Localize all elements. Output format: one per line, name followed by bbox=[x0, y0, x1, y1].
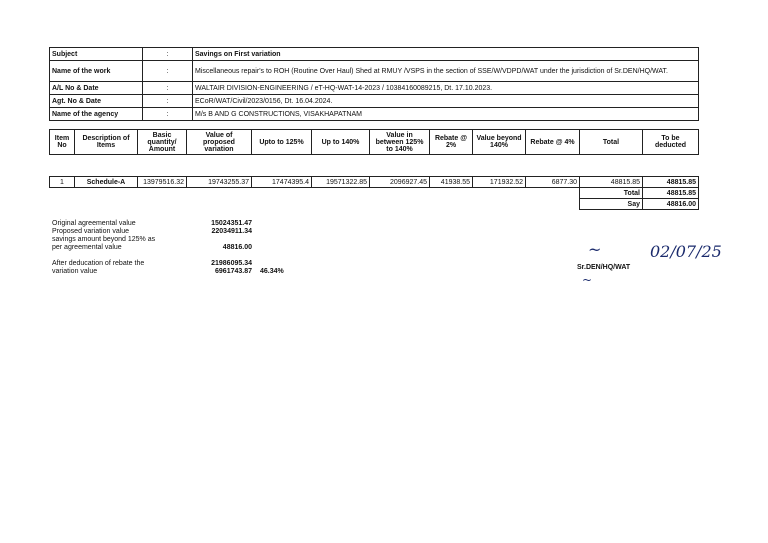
cell-total: 48815.85 bbox=[580, 177, 643, 188]
cell-description: Schedule-A bbox=[75, 177, 138, 188]
col-basic-qty: Basic quantity/ Amount bbox=[138, 130, 187, 155]
cell-between: 2096927.45 bbox=[370, 177, 430, 188]
cell-basic-qty: 13979516.32 bbox=[138, 177, 187, 188]
cell-to-deduct: 48815.85 bbox=[643, 177, 699, 188]
orig-value: 15024351.47 bbox=[211, 220, 252, 227]
agt-sep: : bbox=[143, 95, 193, 108]
agency-sep: : bbox=[143, 108, 193, 121]
signature-designation: Sr.DEN/HQ/WAT bbox=[577, 264, 631, 271]
agency-label: Name of the agency bbox=[50, 108, 143, 121]
percent-value: 46.34% bbox=[260, 268, 284, 275]
work-row bbox=[50, 61, 699, 82]
data-row bbox=[50, 177, 699, 188]
agency-row bbox=[50, 108, 699, 121]
total-value: 48815.85 bbox=[643, 188, 699, 199]
total-row bbox=[50, 188, 699, 199]
signature-date: 02/07/25 bbox=[650, 242, 722, 261]
orig-label: Original agreemental value bbox=[52, 220, 136, 227]
col-upto-140: Up to 140% bbox=[312, 130, 370, 155]
after-label-1: After deducation of rebate the bbox=[52, 260, 145, 267]
prop-label: Proposed variation value bbox=[52, 228, 130, 235]
column-header-table bbox=[49, 129, 699, 155]
header-info-table bbox=[49, 47, 699, 121]
col-between: Value in between 125% to 140% bbox=[370, 130, 430, 155]
agt-label: Agt. No & Date bbox=[50, 95, 143, 108]
total-label: Total bbox=[580, 188, 643, 199]
work-label: Name of the work bbox=[50, 61, 143, 82]
col-upto-125: Upto to 125% bbox=[252, 130, 312, 155]
after-label-2: variation value bbox=[52, 268, 98, 275]
signature-initial: ~ bbox=[582, 273, 593, 287]
col-item-no: Item No bbox=[50, 130, 75, 155]
col-description: Description of Items bbox=[75, 130, 138, 155]
column-header-row bbox=[50, 130, 699, 155]
say-label: Say bbox=[580, 199, 643, 210]
work-value: Miscellaneous repair's to ROH (Routine Over Haul) Shed at RMUY /VSPS in the section of SSE/W/VDPD/WAT under the jurisdiction of Sr.DEN/HQ/WAT. bbox=[193, 61, 699, 82]
agency-value: M/s B AND G CONSTRUCTIONS, VISAKHAPATNAM bbox=[193, 108, 699, 121]
savings-value: 48816.00 bbox=[222, 244, 252, 251]
say-value: 48816.00 bbox=[643, 199, 699, 210]
col-rebate-4: Rebate @ 4% bbox=[526, 130, 580, 155]
subject-sep: : bbox=[143, 48, 193, 61]
work-sep: : bbox=[143, 61, 193, 82]
al-label: A/L No & Date bbox=[50, 82, 143, 95]
savings-label-2: per agreemental value bbox=[52, 244, 122, 251]
say-row bbox=[50, 199, 699, 210]
agt-value: ECoR/WAT/Civil/2023/0156, Dt. 16.04.2024. bbox=[193, 95, 699, 108]
al-sep: : bbox=[143, 82, 193, 95]
col-to-deduct: To be deducted bbox=[643, 130, 699, 155]
cell-rebate-4: 6877.30 bbox=[526, 177, 580, 188]
cell-item-no: 1 bbox=[50, 177, 75, 188]
signature-block bbox=[577, 240, 722, 287]
col-value-proposed: Value of proposed variation bbox=[187, 130, 252, 155]
col-beyond-140: Value beyond 140% bbox=[473, 130, 526, 155]
cell-beyond-140: 171932.52 bbox=[473, 177, 526, 188]
col-rebate-2: Rebate @ 2% bbox=[430, 130, 473, 155]
col-total: Total bbox=[580, 130, 643, 155]
savings-label-1: savings amount beyond 125% as bbox=[52, 236, 156, 243]
agt-row bbox=[50, 95, 699, 108]
cell-upto-140: 19571322.85 bbox=[312, 177, 370, 188]
subject-value: Savings on First variation bbox=[193, 48, 699, 61]
diff-value: 6961743.87 bbox=[215, 268, 252, 275]
cell-value-proposed: 19743255.37 bbox=[187, 177, 252, 188]
al-value: WALTAIR DIVISION-ENGINEERING / eT-HQ-WAT-14-2023 / 10384160089215, Dt. 17.10.2023. bbox=[193, 82, 699, 95]
cell-upto-125: 17474395.4 bbox=[252, 177, 312, 188]
signature-scrawl: ~ bbox=[588, 240, 602, 259]
after-value: 21986095.34 bbox=[211, 260, 252, 267]
subject-row bbox=[50, 48, 699, 61]
cell-rebate-2: 41938.55 bbox=[430, 177, 473, 188]
computation-table bbox=[49, 176, 699, 210]
al-row bbox=[50, 82, 699, 95]
subject-label: Subject bbox=[50, 48, 143, 61]
prop-value: 22034911.34 bbox=[211, 228, 252, 235]
